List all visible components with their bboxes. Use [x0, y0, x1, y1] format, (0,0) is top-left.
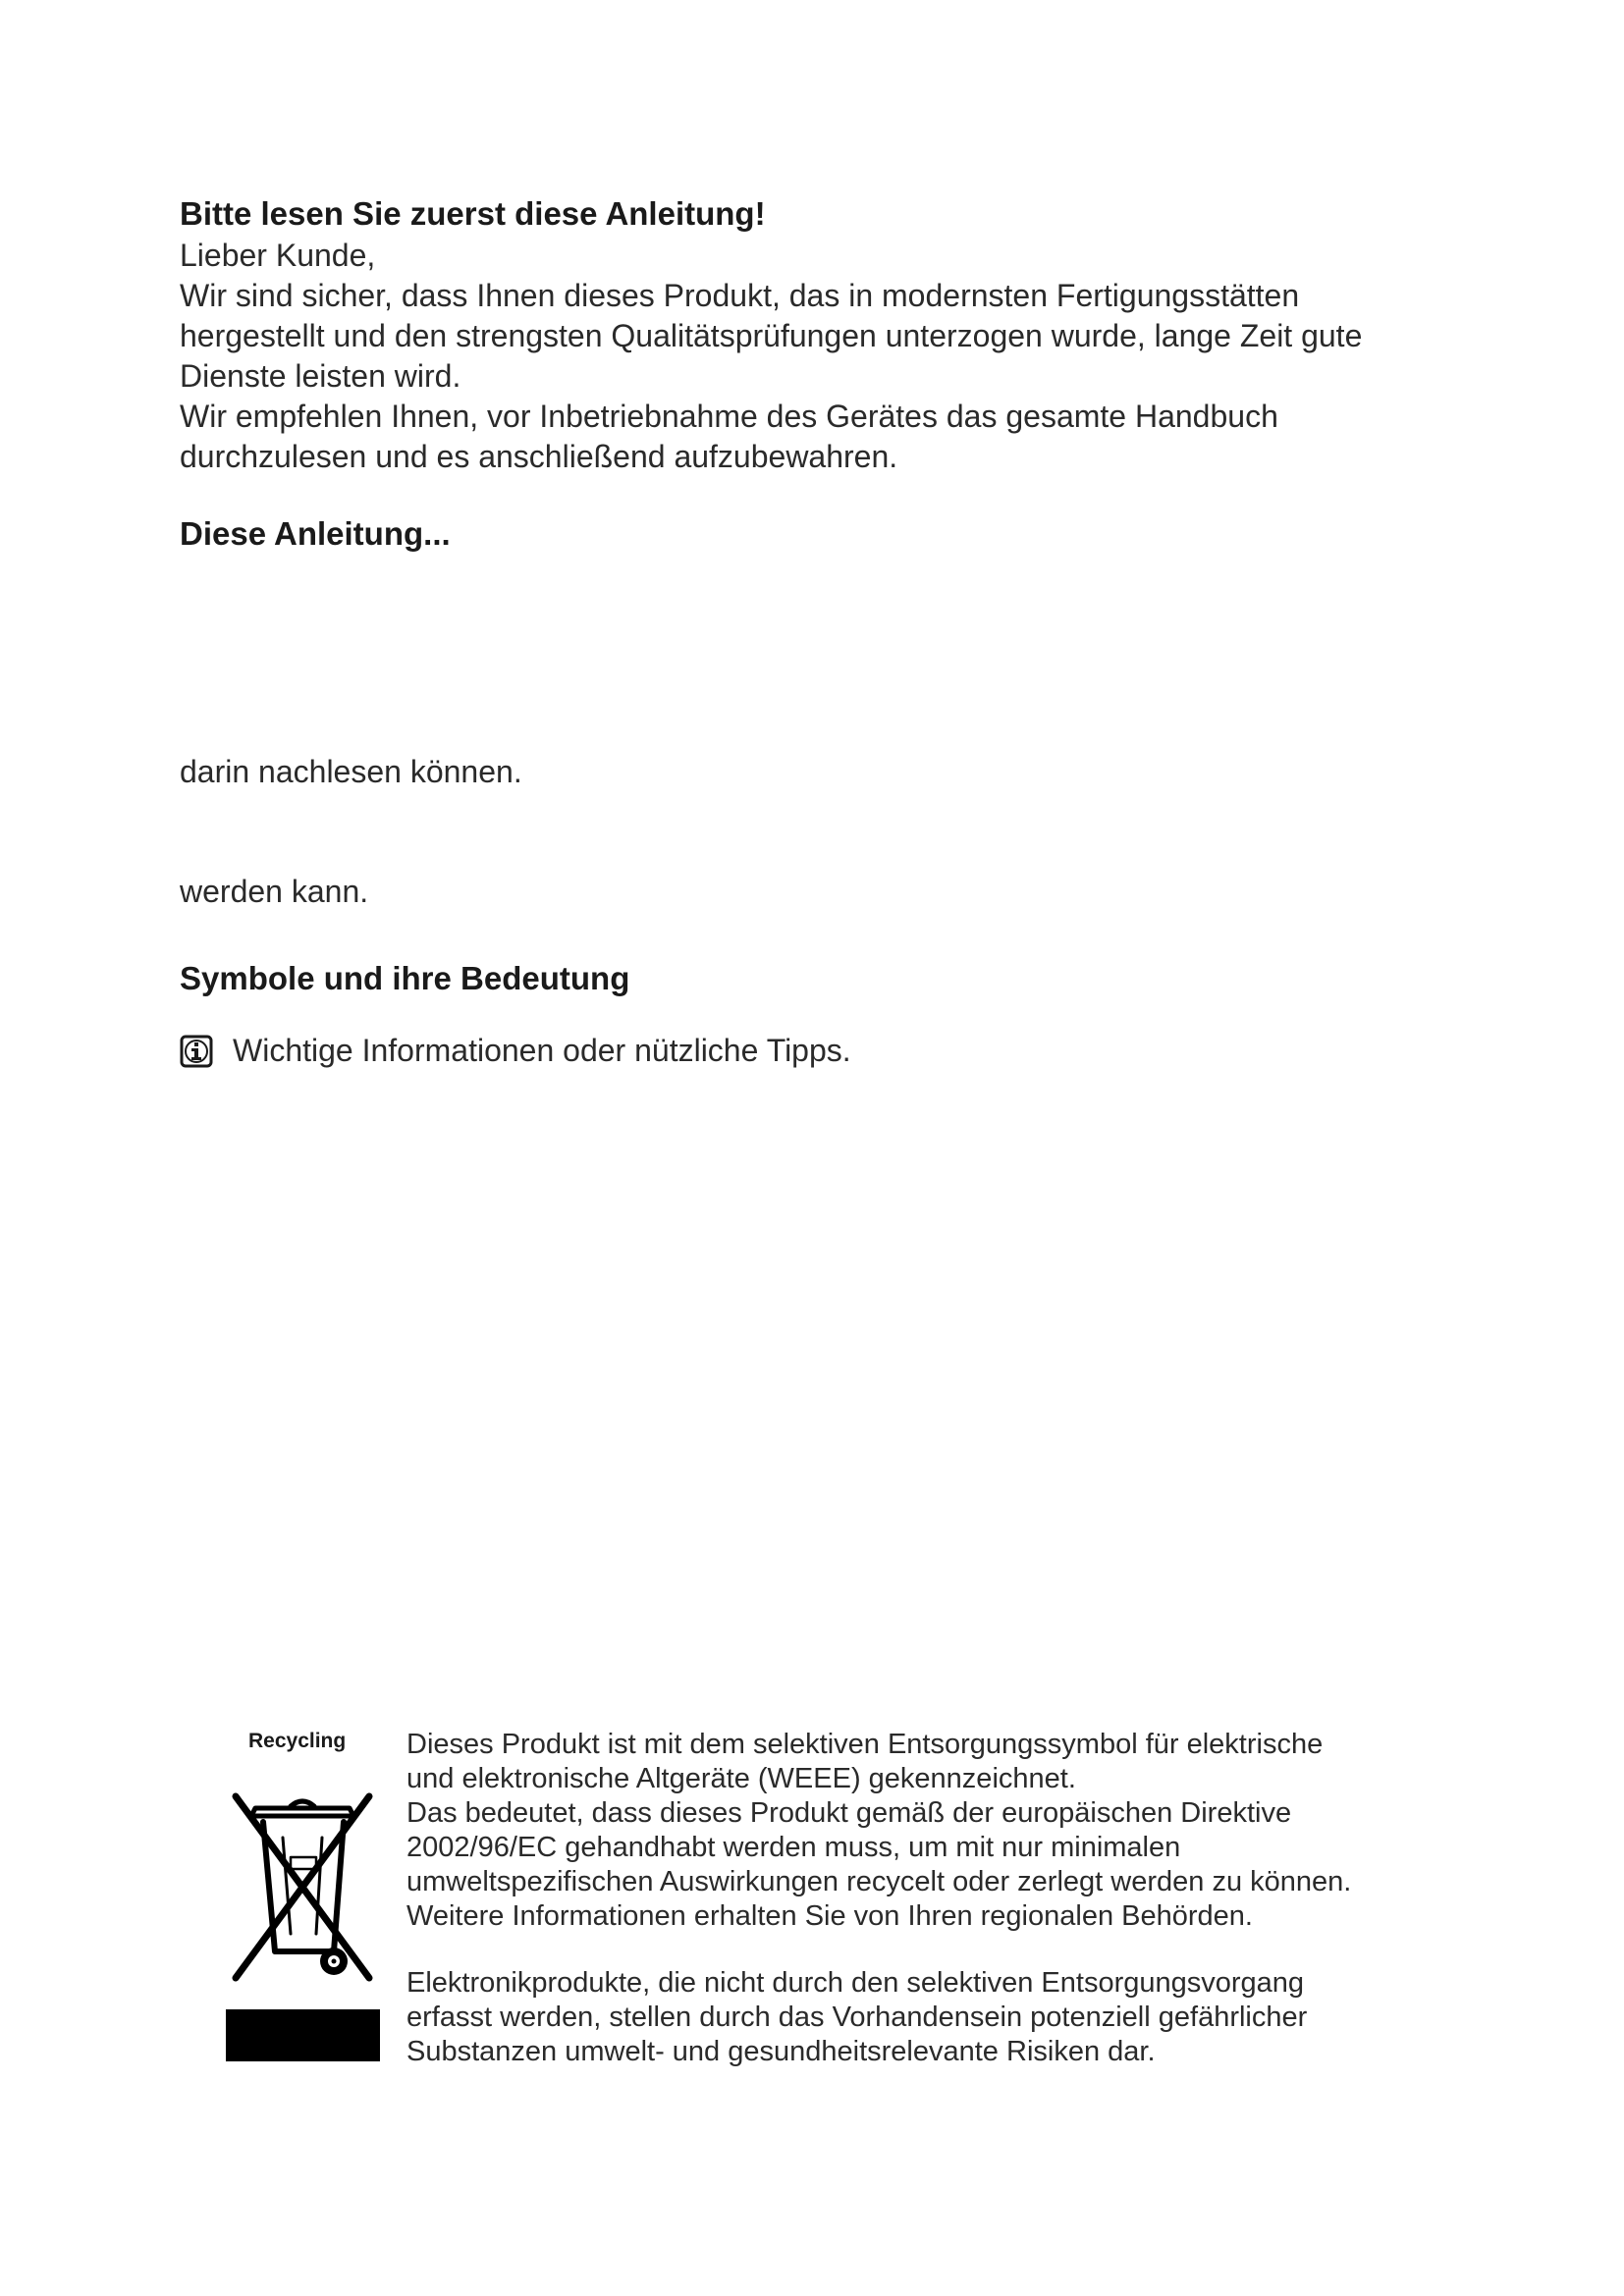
weee-line: Weitere Informationen erhalten Sie von Ihren regionalen Behörden. — [406, 1900, 1253, 1932]
intro-line: durchzulesen und es anschließend aufzubewahren. — [180, 439, 898, 474]
intro-line: Wir sind sicher, dass Ihnen dieses Produkt, das in modernsten Fertigungsstätten — [180, 278, 1300, 313]
info-icon — [180, 1035, 213, 1068]
weee-line: umweltspezifischen Auswirkungen recycelt oder zerlegt werden zu können. — [406, 1866, 1352, 1897]
anleitung-line-nachlesen: darin nachlesen können. — [180, 754, 522, 789]
info-symbol-text: Wichtige Informationen oder nützliche Tipps. — [233, 1033, 851, 1068]
info-symbol-row — [180, 1031, 851, 1071]
intro-line: hergestellt und den strengsten Qualitätsprüfungen unterzogen wurde, lange Zeit gute — [180, 318, 1363, 353]
symbole-heading: Symbole und ihre Bedeutung — [180, 960, 630, 996]
crossed-out-wheelie-bin-icon — [224, 1787, 381, 1998]
intro-line: Dienste leisten wird. — [180, 358, 461, 394]
weee-line: Elektronikprodukte, die nicht durch den selektiven Entsorgungsvorgang — [406, 1967, 1305, 1999]
weee-line: Dieses Produkt ist mit dem selektiven Entsorgungssymbol für elektrische — [406, 1729, 1324, 1760]
weee-line: und elektronische Altgeräte (WEEE) gekennzeichnet. — [406, 1763, 1076, 1794]
weee-line: Das bedeutet, dass dieses Produkt gemäß der europäischen Direktive — [406, 1797, 1292, 1829]
weee-line: Substanzen umwelt- und gesundheitsrelevante Risiken dar. — [406, 2036, 1156, 2067]
intro-line: Lieber Kunde, — [180, 238, 376, 273]
anleitung-line-werden: werden kann. — [180, 874, 369, 909]
weee-paragraph-2 — [406, 1966, 1428, 2069]
weee-paragraph-1 — [406, 1728, 1428, 1934]
anleitung-heading: Diese Anleitung... — [180, 515, 451, 552]
intro-paragraph — [180, 236, 1456, 477]
weee-black-bar — [226, 2009, 380, 2061]
intro-line: Wir empfehlen Ihnen, vor Inbetriebnahme des Gerätes das gesamte Handbuch — [180, 399, 1278, 434]
weee-line: 2002/96/EC gehandhabt werden muss, um mit nur minimalen — [406, 1832, 1181, 1863]
weee-line: erfasst werden, stellen durch das Vorhandensein potenziell gefährlicher — [406, 2002, 1308, 2033]
intro-heading: Bitte lesen Sie zuerst diese Anleitung! — [180, 195, 766, 232]
recycling-label: Recycling — [248, 1730, 347, 1752]
